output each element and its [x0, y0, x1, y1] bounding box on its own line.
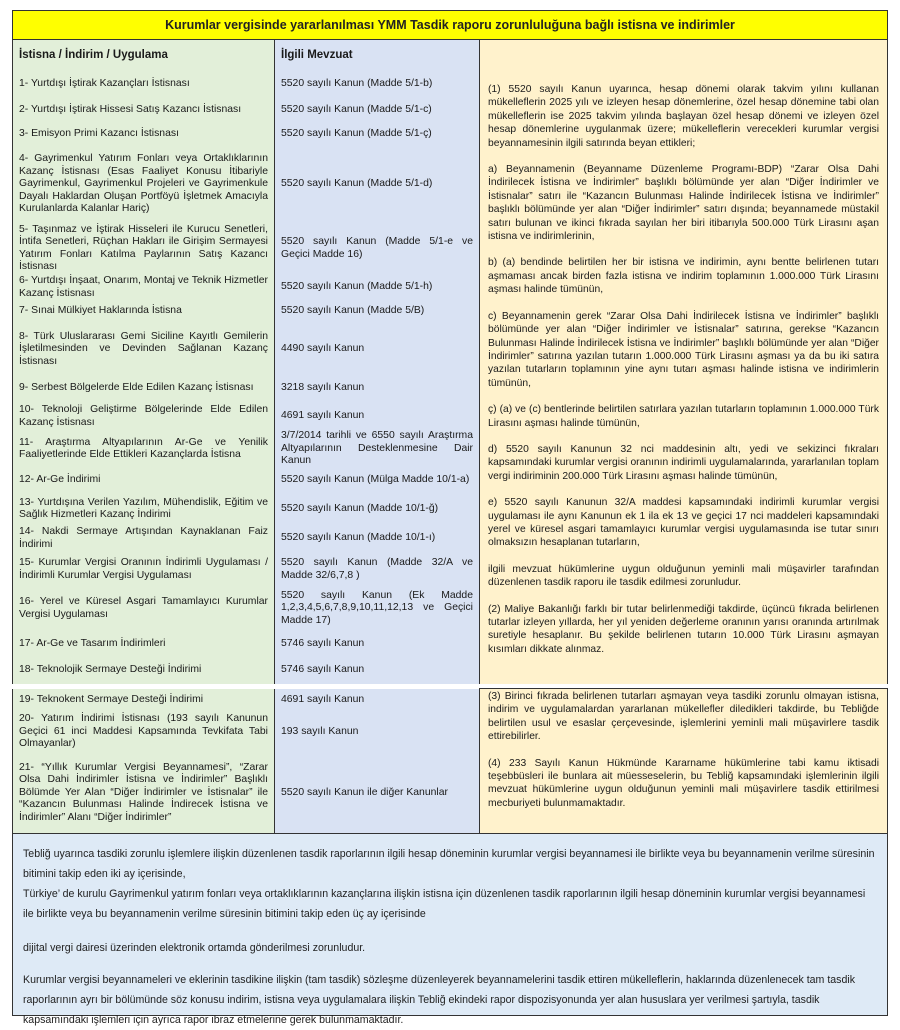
exemption-cell — [12, 586, 275, 632]
column-header-exemption: İstisna / İndirim / Uygulama — [12, 40, 275, 71]
note-paragraph: (1) 5520 sayılı Kanun uyarınca, hesap dönemi olarak takvim yılını kullanan mükelleflerin 2025 yılı ve izleyen hesap dönemlerine, özel hesap dönemine tabi olan mükelleflerin ise 2025 takvim yılında başlayan özel hesap dönemi ve izleyen özel hesap dönemlerine uygulanmak üzere; mükelleflerin verecekleri kurumlar vergisi beyannamesinin ilgili satırında beyan ettikleri; — [488, 84, 879, 149]
legislation-cell — [274, 300, 480, 324]
note-paragraph: (3) Birinci fıkrada belirlenen tutarları aşmayan veya tasdiki zorunlu olmayan istisna, indirim ve uygulamalardan yararlanan mükellefler diledikleri takdirde, bu Tebliğde belirtilen usul ve esaslar çerçevesinde, işlemlerini yeminli mali müşavirlere tasdik ettirebilirler. — [488, 691, 879, 743]
legislation-cell — [274, 147, 480, 223]
exemption-cell — [12, 70, 275, 99]
legislation-cell-text: 5520 sayılı Kanun (Madde 10/1-ı) — [281, 532, 436, 544]
exemption-cell-text: 12- Ar-Ge İndirimi — [19, 473, 101, 485]
exemption-cell-text: 10- Teknoloji Geliştirme Bölgelerinde Elde Edilen Kazanç İstisnası — [19, 404, 268, 428]
legislation-cell-text: 4691 sayılı Kanun — [281, 694, 365, 706]
exemption-cell-text: 9- Serbest Bölgelerde Elde Edilen Kazanç İstisnası — [19, 382, 254, 394]
legislation-cell — [274, 323, 480, 377]
exemption-cell-text: 3- Emisyon Primi Kazancı İstisnası — [19, 128, 179, 140]
exemption-cell — [12, 376, 275, 402]
legislation-cell — [274, 657, 480, 685]
exemption-cell — [12, 222, 275, 276]
legislation-cell-text: 5520 sayılı Kanun (Madde 32/A ve Madde 32/6,7,8 ) — [281, 557, 473, 581]
legislation-cell — [274, 432, 480, 467]
legislation-cell-text: 5520 sayılı Kanun (Mülga Madde 10/1-a) — [281, 473, 470, 485]
exemption-cell — [12, 712, 275, 753]
note-paragraph: e) 5520 sayılı Kanunun 32/A maddesi kapsamındaki indirimli kurumlar vergisi uygulaması ile aynı Kanunun ek 1 ila ek 13 ve geçici 17 nci maddeleri kapsamındaki yerel ve küresel asgari tamamlayıcı kurumlar vergisi uygulamasında ise tutar sınırı olmaksızın hesaplanan tutarların, — [488, 497, 879, 549]
note-paragraph: (2) Maliye Bakanlığı farklı bir tutar belirlenmediği takdirde, üçüncü fıkrada belirlenen tutarlar izleyen yıllarda, her yıl yeniden değerleme oranının yarısı oranında artırılmak suretiyle hesaplanır. Bu şekilde belirlenen tutarın 10.000 Türk Lirasını aşmayan kısımları dikkate alınmaz. — [488, 603, 879, 655]
legislation-cell — [274, 222, 480, 276]
exemption-cell — [12, 323, 275, 377]
exemption-cell — [12, 98, 275, 123]
legislation-cell-text: 5520 sayılı Kanun (Madde 5/B) — [281, 305, 425, 317]
legislation-cell — [274, 401, 480, 433]
legislation-cell — [274, 466, 480, 495]
footer-notes — [12, 833, 888, 1026]
note-paragraph: c) Beyannamenin gerek “Zarar Olsa Dahi İndirilecek İstisna ve İndirimler” başlıklı bölümünde yer alan “Diğer İndirimler ve İstisnalar” satırına, gerekse “Kazancın Bulunması Halinde İndirilecek İstisna ve İndirimler” başlıklı bölümünde yer alan “Diğer İndirimler” satırına yazılan tutarın 1.000.000 Türk Lirasını aşması ya da bu iki satıra yazılan tutarların toplamının yine aynı tutarı aşması halinde istisna ve indirimlerin tümünün, — [488, 310, 879, 389]
legislation-cell — [274, 586, 480, 632]
footer-paragraph: Kurumlar vergisi beyannameleri ve eklerinin tasdikine ilişkin (tam tasdik) sözleşme düzenleyerek beyannamelerini tasdik ettiren mükelleflerin, haklarında düzenlenecek tam tasdik raporlarının ayrı bir bölümünde söz konusu indirim, istisna veya uygulamalara ilişkin Tebliğ ekindeki rapor dispozisyonunda yer alan hususlara yer verilmesi şartıyla, tasdik kapsamındaki işlemleri için ayrıca rapor ibraz etmelerine gerek bulunmamaktadır. — [23, 974, 856, 1026]
legislation-cell-text: 5520 sayılı Kanun (Madde 5/1-d) — [281, 178, 433, 190]
exemption-cell-text: 13- Yurtdışına Verilen Yazılım, Mühendislik, Eğitim ve Sağlık Hizmetleri Kazanç İndirimi — [19, 496, 268, 520]
exemption-cell — [12, 401, 275, 433]
column-header-notes — [479, 40, 888, 71]
legislation-cell-text: 5520 sayılı Kanun (Madde 5/1-h) — [281, 281, 433, 293]
legislation-cell — [274, 631, 480, 658]
exemption-cell — [12, 432, 275, 467]
exemption-cell — [12, 524, 275, 554]
legislation-cell-text: 193 sayılı Kanun — [281, 725, 359, 737]
exemption-cell — [12, 300, 275, 324]
note-paragraph: a) Beyannamenin (Beyanname Düzenleme Programı-BDP) “Zarar Olsa Dahi İndirilecek İstisna ve İndirimler” başlıklı bölümünde yer alan “Diğer İndirimler ve İstisnalar” satırı ile “Kazancın Bulunması Halinde İndirilecek İstisna ve İndirimler” başlıklı bölümünde yer alan “Diğer İndirimler” satırı dışında; beyannamede müstakil satırı bulunan ve ikinci fıkrada sayılan her biri itibarıyla 500.000 Türk Lirasını aşan istisna ve indirimlerinin, — [488, 164, 879, 243]
table-title: Kurumlar vergisinde yararlanılması YMM Tasdik raporu zorunluluğuna bağlı istisna ve indirimler — [12, 10, 888, 40]
note-paragraph: ilgili mevzuat hükümlerine uygun olduğunun yeminli mali müşavirler tarafından düzenlenen tasdik raporu ile tasdik edilmesi zorunludur. — [488, 563, 879, 589]
legislation-cell — [274, 494, 480, 525]
legislation-cell — [274, 524, 480, 554]
notes-block-2 — [479, 688, 888, 834]
legislation-cell-text: 5520 sayılı Kanun (Madde 5/1-e ve Geçici Madde 16) — [281, 236, 473, 260]
exemption-cell-text: 17- Ar-Ge ve Tasarım İndirimleri — [19, 637, 166, 649]
exemption-cell-text: 15- Kurumlar Vergisi Oranının İndirimli Uygulaması / İndirimli Kurumlar Vergisi Uygulaması — [19, 557, 268, 581]
exemption-cell — [12, 275, 275, 301]
exemption-cell-text: 14- Nakdi Sermaye Artışından Kaynaklanan Faiz İndirimi — [19, 526, 268, 550]
legislation-cell-text: 3218 sayılı Kanun — [281, 382, 365, 394]
exemption-cell-text: 20- Yatırım İndirimi İstisnası (193 sayılı Kanunun Geçici 61 inci Maddesi Kapsamında Tevkifata Tabi Olmayanlar) — [19, 713, 268, 750]
legislation-cell — [274, 98, 480, 123]
exemption-cell-text: 2- Yurtdışı İştirak Hissesi Satış Kazancı İstisnası — [19, 103, 242, 115]
exemption-cell — [12, 688, 275, 713]
legislation-cell-text: 5520 sayılı Kanun (Madde 5/1-ç) — [281, 128, 432, 140]
footer-paragraph: Türkiye’ de kurulu Gayrimenkul yatırım fonları veya ortaklıklarının kazançlarına ilişkin istisna için düzenlenen tasdik raporlarının ilgili hesap döneminin kurumlar vergisi beyannamesi ile birlikte veya bu beyannamenin verilme süresinin bitimini takip eden üç ay içerisinde — [23, 888, 866, 920]
legislation-cell-text: 5520 sayılı Kanun (Madde 10/1-ğ) — [281, 502, 439, 514]
note-paragraph: b) (a) bendinde belirtilen her bir istisna ve indirimin, aynı bentte belirlenen tutarı aşmaması ancak birden fazla istisna ve indirim toplamının 1.000.000 Türk Lirasını aşması halinde tümünün, — [488, 257, 879, 296]
legislation-cell — [274, 752, 480, 835]
legislation-cell — [274, 712, 480, 753]
footer-paragraph: dijital vergi dairesi üzerinden elektronik ortamda gönderilmesi zorunludur. — [23, 942, 366, 954]
legislation-cell — [274, 553, 480, 587]
exemption-cell — [12, 657, 275, 685]
exemption-cell-text: 6- Yurtdışı İnşaat, Onarım, Montaj ve Teknik Hizmetler Kazanç İstisnası — [19, 275, 268, 299]
exemption-cell — [12, 752, 275, 835]
exemption-cell — [12, 122, 275, 148]
legislation-cell-text: 5746 sayılı Kanun — [281, 637, 365, 649]
legislation-cell-text: 5520 sayılı Kanun ile diğer Kanunlar — [281, 786, 448, 798]
exemption-cell-text: 11- Araştırma Altyapılarının Ar-Ge ve Yenilik Faaliyetlerinde Elde Ettikleri Kazançlarda İstisna — [19, 436, 268, 460]
footer-paragraph: Tebliğ uyarınca tasdiki zorunlu işlemlere ilişkin düzenlenen tasdik raporlarının ilgili hesap döneminin kurumlar vergisi beyannamesi ile birlikte veya bu beyannamenin verilme süresinin bitimini takip eden iki ay içerisinde, — [23, 848, 875, 880]
exemption-cell — [12, 466, 275, 495]
legislation-cell-text: 4490 sayılı Kanun — [281, 343, 365, 355]
note-paragraph: d) 5520 sayılı Kanunun 32 nci maddesinin altı, yedi ve sekizinci fıkraları kapsamındaki kurumlar vergisi oranının indirimli uygulamalarında, yararlanılan toplam vergi indiriminin 200.000 Türk Lirasını aşması halinde tümünün, — [488, 443, 879, 482]
exemption-cell-text: 5- Taşınmaz ve İştirak Hisseleri ile Kurucu Senetleri, İntifa Senetleri, Rüçhan Hakları ile Girişim Sermayesi Yatırım Fonları Katılma Paylarının Satış Kazancı İstisnası — [19, 223, 268, 272]
exemption-cell — [12, 631, 275, 658]
exemption-cell-text: 21- “Yıllık Kurumlar Vergisi Beyannamesi”, “Zarar Olsa Dahi İndirimler İstisna ve İndirimler” Başlıklı Bölümde Yer Alan “Diğer İndirimler ve İstisnalar” ile “Kazancın Bulunması Halinde İndirecek İstisna ve İndirimler” Alanı “Diğer İndirimler” — [19, 761, 268, 823]
exemption-cell-text: 18- Teknolojik Sermaye Desteği İndirimi — [19, 664, 202, 676]
exemption-cell-text: 4- Gayrimenkul Yatırım Fonları veya Ortaklıklarının Kazanç İstisnası (Esas Faaliyet Konusu İtibariyle Gayrimenkul, Gayrimenkul Projeleri ve Gayrimenkule Dayalı Haklardan Oluşan Portföyü İşletmek Amacıyla Kurulanlarda Kalanlar Hariç) — [19, 153, 268, 215]
legislation-cell-text: 5746 sayılı Kanun — [281, 664, 365, 676]
exemption-cell-text: 19- Teknokent Sermaye Desteği İndirimi — [19, 694, 204, 706]
legislation-cell-text: 4691 sayılı Kanun — [281, 410, 365, 422]
legislation-cell — [274, 275, 480, 301]
exemption-cell — [12, 494, 275, 525]
legislation-cell-text: 5520 sayılı Kanun (Madde 5/1-b) — [281, 77, 433, 89]
exemption-cell — [12, 147, 275, 223]
column-header-legislation: İlgili Mevzuat — [274, 40, 480, 71]
exemption-cell — [12, 553, 275, 587]
note-paragraph: ç) (a) ve (c) bentlerinde belirtilen satırlara yazılan tutarların toplamının 1.000.000 Türk Lirasını aşması halinde tümünün, — [488, 404, 879, 429]
legislation-cell-text: 3/7/2014 tarihli ve 6550 sayılı Araştırma Altyapılarının Desteklenmesine Dair Kanun — [281, 430, 473, 467]
legislation-cell-text: 5520 sayılı Kanun (Madde 5/1-c) — [281, 103, 432, 115]
legislation-cell — [274, 70, 480, 99]
legislation-cell — [274, 688, 480, 713]
exemption-cell-text: 16- Yerel ve Küresel Asgari Tamamlayıcı Kurumlar Vergisi Uygulaması — [19, 596, 268, 620]
exemption-cell-text: 8- Türk Uluslararası Gemi Siciline Kayıtlı Gemilerin İşletilmesinden ve Devinden Sağlanan Kazanç İstisnası — [19, 330, 268, 367]
notes-block-1 — [479, 70, 888, 685]
exemption-cell-text: 1- Yurtdışı İştirak Kazançları İstisnası — [19, 77, 190, 89]
legislation-cell — [274, 376, 480, 402]
legislation-cell — [274, 122, 480, 148]
note-paragraph: (4) 233 Sayılı Kanun Hükmünde Kararname hükümlerine tabi kamu iktisadi teşebbüsleri ile bunlara ait müesseselerin, bu Tebliğ kapsamındaki işlemlerinin ilgili mevzuat hükümlerine uygun olduğunun yeminli mali müşavirlere tasdik ettirilmesi mecburiyeti bulunmamaktadır. — [488, 757, 879, 809]
legislation-cell-text: 5520 sayılı Kanun (Ek Madde 1,2,3,4,5,6,7,8,9,10,11,12,13 ve Geçici Madde 17) — [281, 589, 473, 626]
exemption-cell-text: 7- Sınai Mülkiyet Haklarında İstisna — [19, 305, 182, 317]
